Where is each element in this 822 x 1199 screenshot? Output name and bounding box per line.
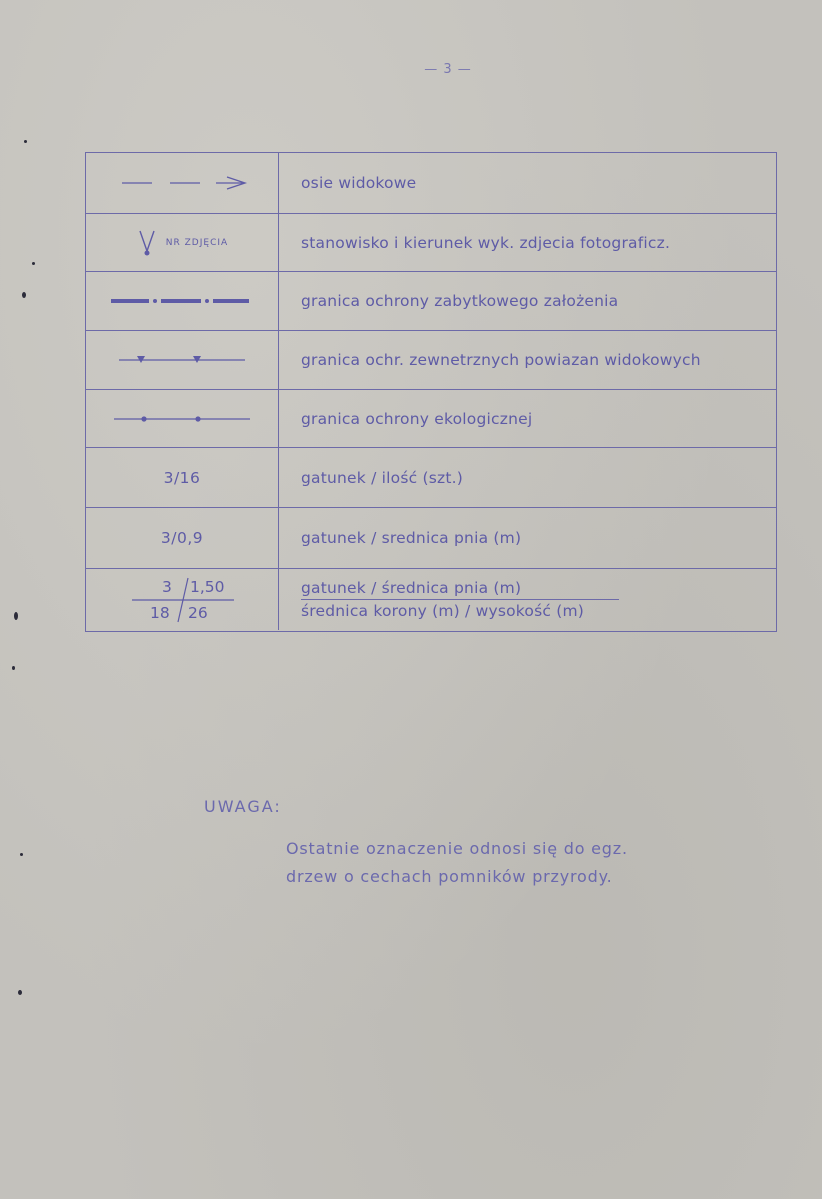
legend-table xyxy=(85,152,777,632)
symbol-cell xyxy=(86,214,279,271)
page-number: — 3 — xyxy=(424,62,472,77)
legend-row xyxy=(86,330,776,389)
fraction-bottom-left: 18 xyxy=(150,603,170,622)
legend-row xyxy=(86,389,776,447)
fraction-bottom-right: 26 xyxy=(188,603,208,622)
legend-row xyxy=(86,568,776,630)
paper-speck xyxy=(14,612,18,620)
legend-description: gatunek / ilość (szt.) xyxy=(301,468,463,487)
note-label: UWAGA: xyxy=(204,797,282,816)
species-diameter-symbol: 3/0,9 xyxy=(160,529,204,547)
paper-speck xyxy=(20,853,23,856)
note-text xyxy=(286,835,628,891)
legend-description: stanowisko i kierunek wyk. zdjecia fotograficz. xyxy=(301,233,671,252)
note-line-1: Ostatnie oznaczenie odnosi się do egz. xyxy=(286,839,628,858)
description-line-1: gatunek / średnica pnia (m) xyxy=(301,579,619,600)
symbol-cell xyxy=(86,569,279,630)
legend-row xyxy=(86,507,776,568)
photo-number-label: NR ZDJĘCIA xyxy=(165,237,229,248)
symbol-cell xyxy=(86,272,279,330)
monument-tree-symbol xyxy=(122,572,242,628)
symbol-cell xyxy=(86,331,279,389)
legend-description: osie widokowe xyxy=(301,174,417,192)
symbol-cell xyxy=(86,448,279,507)
external-view-boundary-symbol xyxy=(117,352,247,368)
paper-speck xyxy=(32,262,35,265)
fraction-top-right: 1,50 xyxy=(190,577,225,596)
legend-row xyxy=(86,447,776,507)
ecological-boundary-symbol xyxy=(112,411,252,427)
paper-speck xyxy=(12,666,15,670)
legend-row xyxy=(86,213,776,271)
legend-description: granica ochr. zewnetrznych powiazan widokowych xyxy=(301,351,701,369)
legend-description: granica ochrony ekologicznej xyxy=(301,409,533,428)
species-count-symbol: 3/16 xyxy=(163,468,201,487)
legend-description: granica ochrony zabytkowego założenia xyxy=(301,292,619,310)
paper-speck xyxy=(22,292,26,298)
legend-description: gatunek / srednica pnia (m) xyxy=(301,529,522,547)
legend-description xyxy=(301,569,772,630)
legend-row xyxy=(86,271,776,330)
symbol-cell xyxy=(86,153,279,213)
paper-speck xyxy=(18,990,22,995)
view-axis-symbol xyxy=(112,173,252,193)
monument-boundary-symbol xyxy=(107,295,257,307)
photo-position-symbol xyxy=(136,229,158,257)
note-line-2: drzew o cechach pomników przyrody. xyxy=(286,867,613,886)
symbol-cell xyxy=(86,390,279,447)
description-line-2: średnica korony (m) / wysokość (m) xyxy=(301,602,585,620)
symbol-cell xyxy=(86,508,279,568)
fraction-top-left: 3 xyxy=(162,577,172,596)
paper-speck xyxy=(24,140,27,143)
legend-row xyxy=(86,153,776,213)
